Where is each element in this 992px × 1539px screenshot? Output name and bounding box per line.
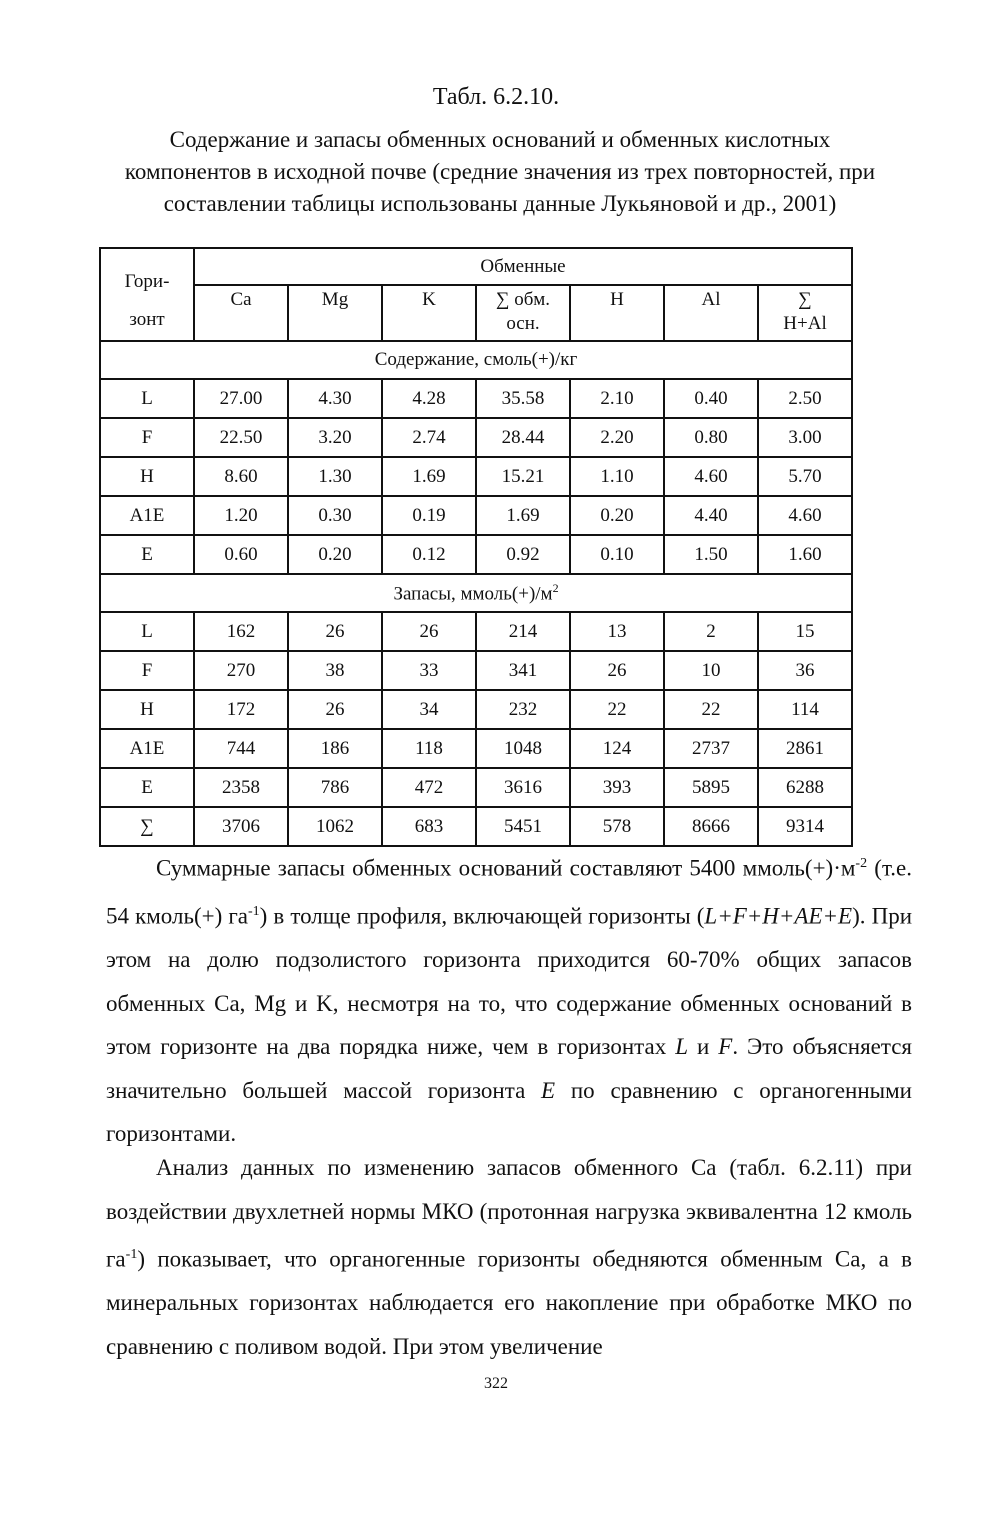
value-cell: 0.20 — [570, 496, 664, 535]
paragraph-1: Суммарные запасы обменных оснований составляют 5400 $ммоль(+)\cdot м^{-2}$ (т.е. 54 кмоль(+) $га^{-1}$) в толще профиля, включающей горизонты (L+F+H+AE+E). При этом на долю подзолистого горизонта приходится 60-70% общих запасов обменных Ca, Mg и K, несмотря на то, что содержание обменных оснований в этом горизонте на два порядка ниже, чем в горизонтах L и F. Это объясняется значительно большей массой горизонта E по сравнению с органогенными горизонтами. — [106, 855, 912, 1147]
value-cell: 3616 — [476, 768, 570, 807]
horizon-cell: L — [100, 612, 194, 651]
horizon-cell: H — [100, 457, 194, 496]
section2-body — [100, 612, 852, 846]
value-cell: 1.20 — [194, 496, 288, 535]
value-cell: 1062 — [288, 807, 382, 846]
value-cell: 3706 — [194, 807, 288, 846]
value-cell: 6288 — [758, 768, 852, 807]
horizon-cell: E — [100, 768, 194, 807]
value-cell: 26 — [382, 612, 476, 651]
value-cell: 0.20 — [288, 535, 382, 574]
section1-body — [100, 379, 852, 574]
value-cell: 2.50 — [758, 379, 852, 418]
horizon-cell: A1E — [100, 729, 194, 768]
value-cell: 578 — [570, 807, 664, 846]
value-cell: 683 — [382, 807, 476, 846]
value-cell: 270 — [194, 651, 288, 690]
value-cell: 28.44 — [476, 418, 570, 457]
value-cell: 3.00 — [758, 418, 852, 457]
value-cell: 0.10 — [570, 535, 664, 574]
section-header — [100, 574, 852, 612]
horizon-cell: A1E — [100, 496, 194, 535]
value-cell: 4.30 — [288, 379, 382, 418]
value-cell: 1.10 — [570, 457, 664, 496]
value-cell: 1.50 — [664, 535, 758, 574]
value-cell: 0.80 — [664, 418, 758, 457]
value-cell: 786 — [288, 768, 382, 807]
horizon-cell: F — [100, 651, 194, 690]
header-row-2 — [100, 285, 852, 341]
value-cell: 35.58 — [476, 379, 570, 418]
value-cell: 393 — [570, 768, 664, 807]
value-cell: 33 — [382, 651, 476, 690]
column-header: Al — [664, 285, 758, 341]
table-row — [100, 690, 852, 729]
table-row — [100, 807, 852, 846]
table-row — [100, 418, 852, 457]
table-row — [100, 612, 852, 651]
value-cell: 10 — [664, 651, 758, 690]
table-number: Табл. 6.2.10. — [432, 84, 560, 110]
horizon-header — [100, 248, 194, 341]
column-header: ∑ обм. осн. — [476, 285, 570, 341]
value-cell: 1048 — [476, 729, 570, 768]
value-cell: 13 — [570, 612, 664, 651]
value-cell: 172 — [194, 690, 288, 729]
value-cell: 186 — [288, 729, 382, 768]
section-header — [100, 341, 852, 379]
value-cell: 26 — [288, 690, 382, 729]
value-cell: 5895 — [664, 768, 758, 807]
value-cell: 36 — [758, 651, 852, 690]
value-cell: 8.60 — [194, 457, 288, 496]
horizon-cell: ∑ — [100, 807, 194, 846]
table-row — [100, 496, 852, 535]
value-cell: 38 — [288, 651, 382, 690]
value-cell: 15 — [758, 612, 852, 651]
horizon-cell: L — [100, 379, 194, 418]
value-cell: 4.40 — [664, 496, 758, 535]
value-cell: 4.60 — [758, 496, 852, 535]
table-row — [100, 651, 852, 690]
column-header: H — [570, 285, 664, 341]
header-row-1 — [100, 248, 852, 285]
column-header: Mg — [288, 285, 382, 341]
table-row — [100, 535, 852, 574]
horizon-cell: F — [100, 418, 194, 457]
value-cell: 4.28 — [382, 379, 476, 418]
value-cell: 214 — [476, 612, 570, 651]
horizon-header-line2: зонт — [129, 309, 165, 330]
value-cell: 0.92 — [476, 535, 570, 574]
value-cell: 9314 — [758, 807, 852, 846]
value-cell: 3.20 — [288, 418, 382, 457]
value-cell: 4.60 — [664, 457, 758, 496]
table-row — [100, 379, 852, 418]
value-cell: 118 — [382, 729, 476, 768]
column-header: ∑ H+Al — [758, 285, 852, 341]
group-header: Обменные — [194, 248, 852, 285]
value-cell: 0.30 — [288, 496, 382, 535]
value-cell: 27.00 — [194, 379, 288, 418]
section-title: Содержание, смоль(+)/кг — [100, 341, 852, 379]
value-cell: 1.69 — [476, 496, 570, 535]
value-cell: 2.10 — [570, 379, 664, 418]
value-cell: 1.60 — [758, 535, 852, 574]
value-cell: 2737 — [664, 729, 758, 768]
value-cell: 0.60 — [194, 535, 288, 574]
value-cell: 124 — [570, 729, 664, 768]
data-table — [99, 247, 853, 847]
value-cell: 8666 — [664, 807, 758, 846]
value-cell: 5451 — [476, 807, 570, 846]
value-cell: 15.21 — [476, 457, 570, 496]
table-row — [100, 729, 852, 768]
column-header: K — [382, 285, 476, 341]
horizon-header-line1: Гори- — [124, 271, 170, 292]
value-cell: 1.69 — [382, 457, 476, 496]
value-cell: 232 — [476, 690, 570, 729]
value-cell: 114 — [758, 690, 852, 729]
value-cell: 341 — [476, 651, 570, 690]
column-header: Ca — [194, 285, 288, 341]
page-number: 322 — [484, 1375, 508, 1392]
value-cell: 26 — [570, 651, 664, 690]
table-row — [100, 768, 852, 807]
value-cell: 26 — [288, 612, 382, 651]
value-cell: 1.30 — [288, 457, 382, 496]
value-cell: 2358 — [194, 768, 288, 807]
paragraph-2: Анализ данных по изменению запасов обменного Ca (табл. 6.2.11) при воздействии двухлетней нормы МКО (протонная нагрузка эквивалентна 12 кмоль $га^{-1}$) показывает, что органогенные горизонты обедняются обменным Ca, а в минеральных горизонтах наблюдается его накопление при обработке МКО по сравнению с поливом водой. При этом увеличение — [106, 1155, 912, 1359]
value-cell: 2.74 — [382, 418, 476, 457]
section-title: Запасы, $ммоль(+)/м^2$ — [100, 574, 852, 612]
value-cell: 0.19 — [382, 496, 476, 535]
horizon-cell: H — [100, 690, 194, 729]
value-cell: 0.12 — [382, 535, 476, 574]
table-title: Содержание и запасы обменных оснований и обменных кислотных компонентов в исходной почве (средние значения из трех повторностей, при составлении таблицы использованы данные Лукьяновой и др., 2001) — [124, 127, 876, 216]
value-cell: 22 — [570, 690, 664, 729]
value-cell: 2861 — [758, 729, 852, 768]
value-cell: 22 — [664, 690, 758, 729]
table-row — [100, 457, 852, 496]
value-cell: 744 — [194, 729, 288, 768]
value-cell: 2 — [664, 612, 758, 651]
value-cell: 34 — [382, 690, 476, 729]
value-cell: 472 — [382, 768, 476, 807]
value-cell: 22.50 — [194, 418, 288, 457]
value-cell: 2.20 — [570, 418, 664, 457]
value-cell: 0.40 — [664, 379, 758, 418]
value-cell: 5.70 — [758, 457, 852, 496]
horizon-cell: E — [100, 535, 194, 574]
value-cell: 162 — [194, 612, 288, 651]
